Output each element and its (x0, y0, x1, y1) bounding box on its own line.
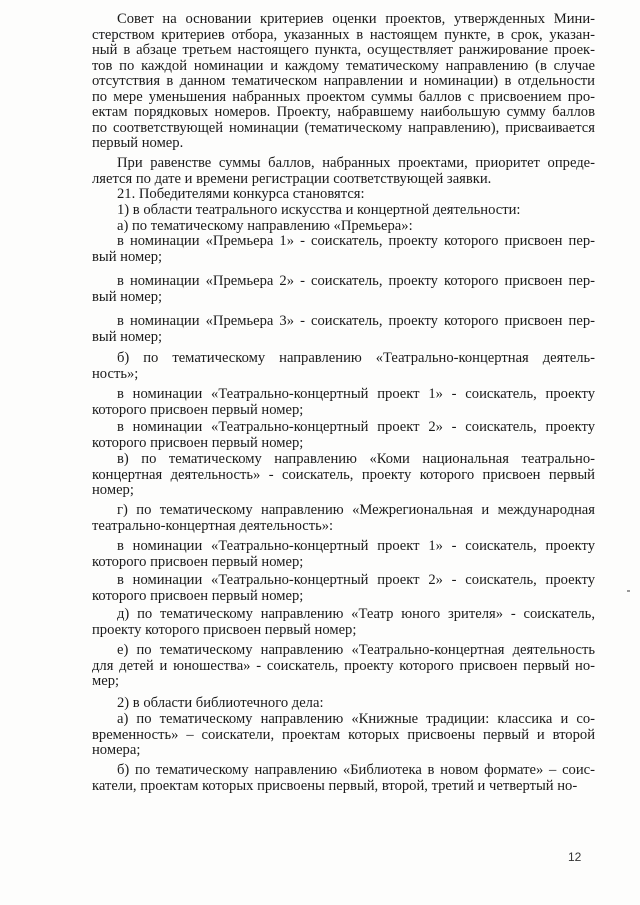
text-line: ность»; (92, 365, 139, 382)
text-line: которого присвоен первый номер; (92, 434, 304, 451)
text-line: ляется по дате и времени регистрации соответствующей заявки. (92, 170, 492, 187)
text-line: проекту которого присвоен первый номер; (92, 621, 357, 638)
text-line: в номинации «Театрально-концертный проект 2» - соискатель, проекту (117, 419, 595, 435)
text-line: театрально-концертная деятельность»: (92, 517, 334, 534)
text-line: ектам порядковых номеров. Проекту, набравшему наибольшую сумму баллов (92, 104, 595, 120)
text-line: в номинации «Театрально-концертный проект 1» - соискатель, проекту (117, 538, 595, 554)
text-line: ный в абзаце третьем настоящего пункта, осуществляет ранжирование проек- (92, 42, 595, 58)
text-line: в номинации «Премьера 1» - соискатель, проекту которого присвоен пер- (117, 233, 595, 249)
text-line: по соответствующей номинации (тематическому направлению), присваивается (92, 119, 595, 136)
text-line: вый номер; (92, 328, 163, 345)
text-line: временность» – соискатели, проектам которых присвоены первый и второй (92, 726, 595, 743)
text-line: в) по тематическому направлению «Коми национальная театрально- (117, 451, 595, 467)
text-line: 21. Победителями конкурса становятся: (117, 186, 365, 202)
text-line: б) по тематическому направлению «Театрально-концертная деятель- (117, 350, 595, 366)
text-line: по мере уменьшения набранных проектом суммы баллов с присвоением про- (92, 88, 595, 105)
text-line: отсутствия в данном тематическом направлении и номинации) в отдельности (92, 73, 595, 89)
text-line: При равенстве суммы баллов, набранных проектами, приоритет опреде- (117, 155, 595, 171)
text-line: в номинации «Премьера 3» - соискатель, проекту которого присвоен пер- (117, 313, 595, 329)
text-line: е) по тематическому направлению «Театрально-концертная деятельность (117, 642, 595, 658)
text-line: 1) в области театрального искусства и концертной деятельности: (117, 202, 521, 218)
text-line: первый номер. (92, 135, 184, 151)
text-line: вый номер; (92, 288, 163, 305)
scan-mark (627, 590, 630, 592)
page-number: 12 (568, 850, 582, 864)
text-line: а) по тематическому направлению «Премьера»: (117, 217, 413, 234)
text-line: б) по тематическому направлению «Библиотека в новом формате» – соис- (117, 762, 595, 778)
text-line: 2) в области библиотечного дела: (117, 695, 324, 711)
text-line: Совет на основании критериев оценки проектов, утвержденных Мини- (117, 11, 595, 27)
text-line: номера; (92, 742, 141, 758)
text-line: которого присвоен первый номер; (92, 401, 304, 418)
text-line: которого присвоен первый номер; (92, 553, 304, 570)
text-line: вый номер; (92, 248, 163, 265)
text-line: тов по каждой номинации и каждому тематическому направлению (в случае (92, 57, 595, 74)
text-line: в номинации «Премьера 2» - соискатель, проекту которого присвоен пер- (117, 273, 595, 289)
text-line: в номинации «Театрально-концертный проект 1» - соискатель, проекту (117, 386, 595, 402)
text-line: мер; (92, 673, 120, 689)
text-line: катели, проектам которых присвоены первый, второй, третий и четвертый но- (92, 777, 578, 794)
text-line: а) по тематическому направлению «Книжные традиции: классика и со- (117, 711, 595, 727)
text-line: г) по тематическому направлению «Межрегиональная и международная (117, 502, 595, 518)
text-line: номер; (92, 482, 134, 498)
text-line: которого присвоен первый номер; (92, 587, 304, 604)
text-line: концертная деятельность» - соискатель, проекту которого присвоен первый (92, 466, 595, 483)
text-line: стерством критериев отбора, указанных в настоящем пункте, в срок, указан- (92, 26, 595, 43)
text-line: для детей и юношества» - соискатель, проекту которого присвоен первый но- (92, 657, 595, 674)
text-line: д) по тематическому направлению «Театр юного зрителя» - соискатель, (117, 606, 595, 622)
text-line: в номинации «Театрально-концертный проект 2» - соискатель, проекту (117, 572, 595, 588)
